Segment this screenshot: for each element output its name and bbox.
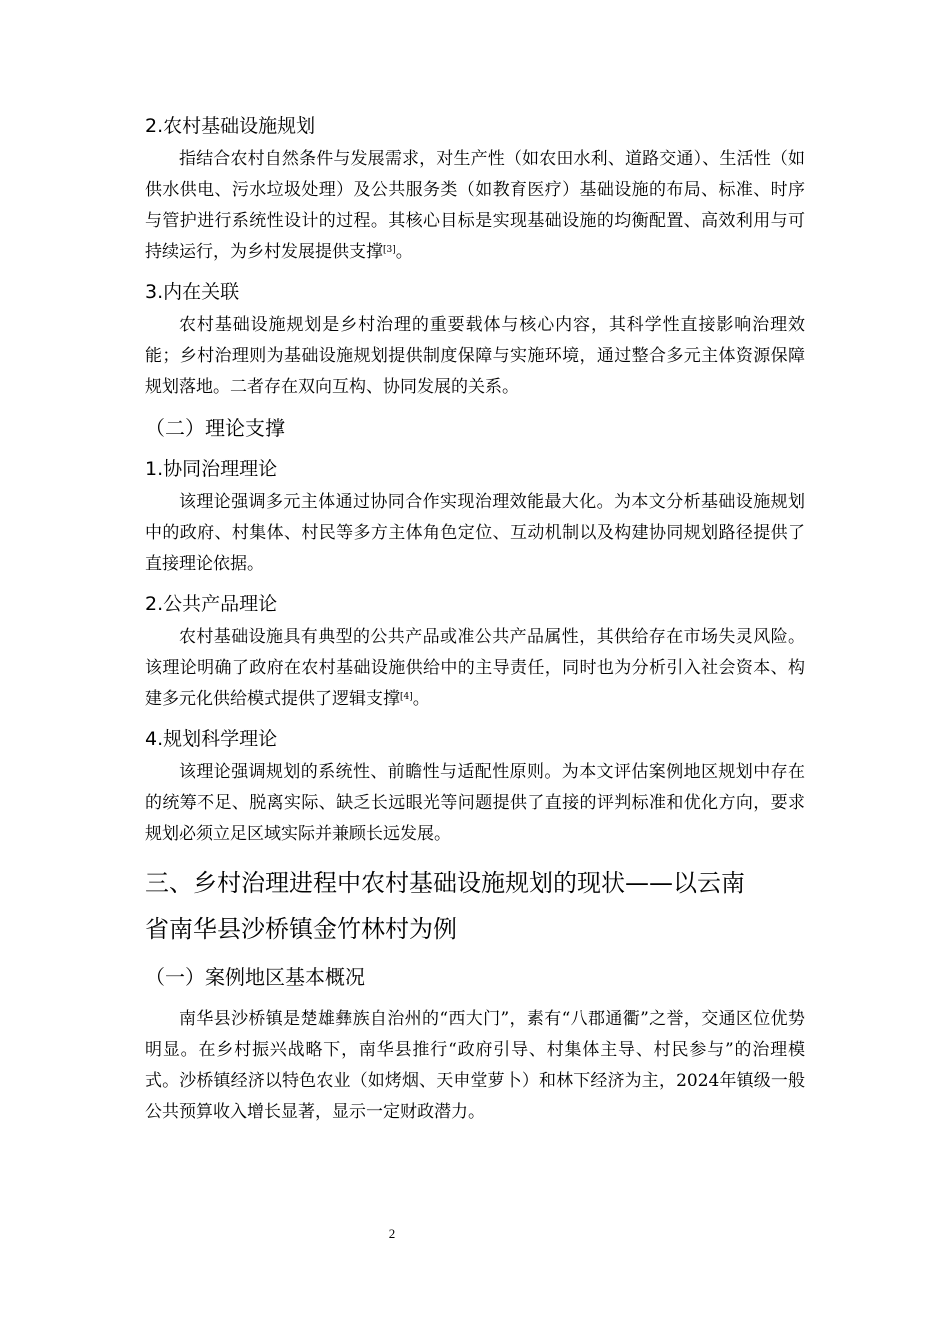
theory-heading: 2.公共产品理论 — [145, 593, 278, 615]
theory-heading: 4.规划科学理论 — [145, 728, 278, 750]
section-rural-infrastructure-planning — [145, 112, 805, 268]
paragraph-tail: 。 — [395, 242, 413, 262]
section-heading: 2.农村基础设施规划 — [145, 115, 316, 137]
paragraph-tail: 。 — [412, 689, 430, 709]
theory-planning-science — [145, 725, 805, 850]
theory-collaborative-governance — [145, 455, 805, 580]
page-number: 2 — [388, 1226, 396, 1241]
subsection-heading-case-overview: （一）案例地区基本概况 — [145, 965, 365, 989]
paragraph: 该理论强调多元主体通过协同合作实现治理效能最大化。为本文分析基础设施规划中的政府、村集体、村民等多方主体角色定位、互动机制以及构建协同规划路径提供了直接理论依据。 — [145, 492, 805, 574]
theory-public-goods — [145, 590, 805, 715]
page-content — [145, 112, 805, 1137]
theory-heading: 1.协同治理理论 — [145, 458, 278, 480]
paragraph: 南华县沙桥镇是楚雄彝族自治州的“西大门”，素有“八郡通衢”之誉，交通区位优势明显。在乡村振兴战略下，南华县推行“政府引导、村集体主导、村民参与”的治理模式。沙桥镇经济以特色农业（如烤烟、天申堂萝卜）和林下经济为主，2024年镇级一般公共预算收入增长显著，显示一定财政潜力。 — [145, 1009, 805, 1122]
citation-ref: [3] — [383, 245, 396, 255]
paragraph — [145, 144, 805, 268]
section-internal-relation — [145, 278, 805, 403]
chapter-title-line: 三、乡村治理进程中农村基础设施规划的现状——以云南 — [145, 869, 745, 897]
chapter-title-line: 省南华县沙桥镇金竹林村为例 — [145, 915, 457, 943]
citation-ref: [4] — [400, 692, 413, 702]
chapter-three-title — [145, 860, 805, 952]
paragraph-text: 指结合农村自然条件与发展需求，对生产性（如农田水利、道路交通）、生活性（如供水供电、污水垃圾处理）及公共服务类（如教育医疗）基础设施的布局、标准、时序与管护进行系统性设计的过程。其核心目标是实现基础设施的均衡配置、高效利用与可持续运行，为乡村发展提供支撑 — [145, 149, 805, 262]
subsection-heading-theory-support: （二）理论支撑 — [145, 416, 285, 440]
section-heading: 3.内在关联 — [145, 281, 240, 303]
paragraph-text: 农村基础设施具有典型的公共产品或准公共产品属性，其供给存在市场失灵风险。该理论明确了政府在农村基础设施供给中的主导责任，同时也为分析引入社会资本、构建多元化供给模式提供了逻辑支撑 — [145, 627, 805, 709]
paragraph: 该理论强调规划的系统性、前瞻性与适配性原则。为本文评估案例地区规划中存在的统筹不足、脱离实际、缺乏长远眼光等问题提供了直接的评判标准和优化方向，要求规划必须立足区域实际并兼顾长远发展。 — [145, 762, 805, 844]
paragraph — [145, 622, 805, 715]
paragraph: 农村基础设施规划是乡村治理的重要载体与核心内容，其科学性直接影响治理效能；乡村治理则为基础设施规划提供制度保障与实施环境，通过整合多元主体资源保障规划落地。二者存在双向互构、协同发展的关系。 — [145, 315, 805, 397]
